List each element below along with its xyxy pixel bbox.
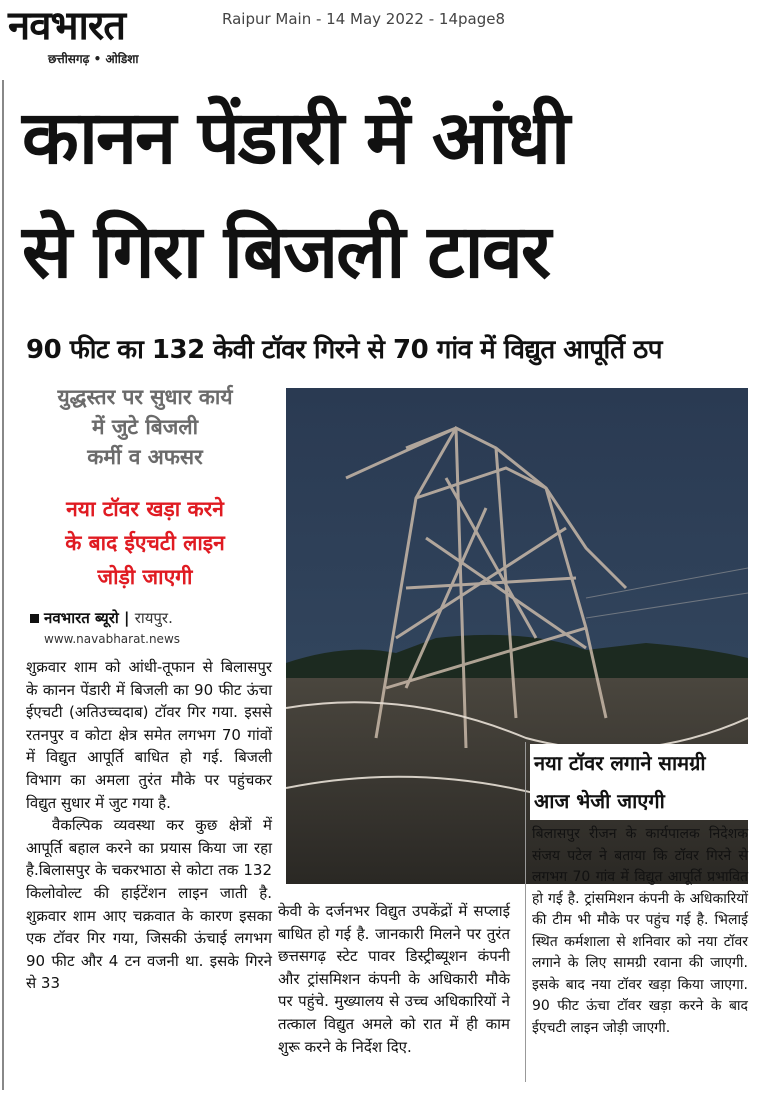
- article-paragraph: वैकल्पिक व्यवस्था कर कुछ क्षेत्रों में आपूर्ति बहाल करने का प्रयास किया जा रहा है.बिलासपुर के चकरभाठा से कोटा तक 132 किलोवोल्ट की हाईटेंशन लाइन जाती है. शुक्रवार शाम आए चक्रवात के कारण इसका एक टॉवर गिर गया, जिसकी ऊंचाई लगभग 90 फीट और 4 टन वजनी था. इसके गिरने से 33: [26, 816, 272, 993]
- kicker-grey: [14, 382, 276, 472]
- logo-wordmark: नवभारत: [8, 3, 126, 49]
- subheadline: 90 फीट का 132 केवी टॉवर गिरने से 70 गांव में विद्युत आपूर्ति ठप: [26, 335, 663, 365]
- box-heading: [530, 744, 750, 820]
- logo-subtitle: छत्तीसगढ़ • ओडिशा: [48, 52, 139, 66]
- box-heading-line: आज भेजी जाएगी: [534, 789, 665, 813]
- byline-city: रायपुर.: [134, 609, 173, 627]
- kicker-red-line: जोड़ी जाएगी: [97, 565, 193, 589]
- byline-separator: |: [118, 609, 135, 627]
- kicker-grey-line: युद्धस्तर पर सुधार कार्य: [57, 385, 233, 409]
- left-column-rule: [2, 80, 4, 1090]
- headline-line-1: कानन पेंडारी में आंधी: [22, 95, 569, 181]
- kicker-grey-line: में जुटे बिजली: [91, 415, 199, 439]
- kicker-red-line: के बाद ईएचटी लाइन: [65, 531, 225, 555]
- article-column-2: केवी के दर्जनभर विद्युत उपकेंद्रों में सप्लाई बाधित हो गई है. जानकारी मिलने पर तुरंत छत्तसगढ़ स्टेट पावर डिस्ट्रीब्यूशन कंपनी और ट्रांसमिशन कंपनी के अधिकारी मौके पर पहुंचे. मुख्यालय से उच्च अधिकारियों ने तत्काल विद्युत अमले को रात में ही काम शुरू करने के निर्देश दिए.: [278, 902, 510, 1056]
- box-divider: [525, 742, 526, 1082]
- article-paragraph: शुक्रवार शाम को आंधी-तूफान से बिलासपुर के कानन पेंडारी में बिजली का 90 फीट ऊंचा ईएचटी (अतिउच्चदाब) टॉवर गिर गया. इससे रतनपुर व कोटा क्षेत्र समेत लगभग 70 गांवों में विद्युत आपूर्ति बाधित हो गई. बिजली विभाग का अमला तुरंत मौके पर पहुंचकर विद्युत सुधार में जुट गया है.: [26, 658, 272, 812]
- byline: [30, 608, 173, 628]
- byline-name: नवभारत ब्यूरो: [44, 609, 119, 627]
- kicker-red: [14, 492, 276, 594]
- website-link[interactable]: www.navabharat.news: [44, 632, 181, 646]
- box-text: बिलासपुर रीजन के कार्यपालक निदेशक संजय पटेल ने बताया कि टॉवर गिरने से लगभग 70 गांव में विद्युत आपूर्ति प्रभावित हो गई है. ट्रांसमिशन कंपनी के अधिकारियों की टीम भी मौके पर पहुंच गई है. भिलाई स्थित कर्मशाला से शनिवार को नया टॉवर लगाने के लिए सामग्री रवाना की जाएगी. इसके बाद नया टॉवर खड़ा किया जाएगा. 90 फीट ऊंचा टॉवर खड़ा करने के बाद ईएचटी लाइन जोड़ी जाएगी.: [532, 826, 748, 1036]
- edition-info: Raipur Main - 14 May 2022 - 14page8: [222, 10, 506, 28]
- kicker-grey-line: कर्मी व अफसर: [87, 445, 203, 469]
- masthead-logo[interactable]: [8, 4, 208, 64]
- headline-line-2: से गिरा बिजली टावर: [22, 209, 550, 295]
- box-heading-line: नया टॉवर लगाने सामग्री: [534, 751, 706, 775]
- byline-square-icon: [30, 614, 39, 623]
- article-column-1: [26, 656, 272, 995]
- kicker-red-line: नया टॉवर खड़ा करने: [66, 497, 224, 521]
